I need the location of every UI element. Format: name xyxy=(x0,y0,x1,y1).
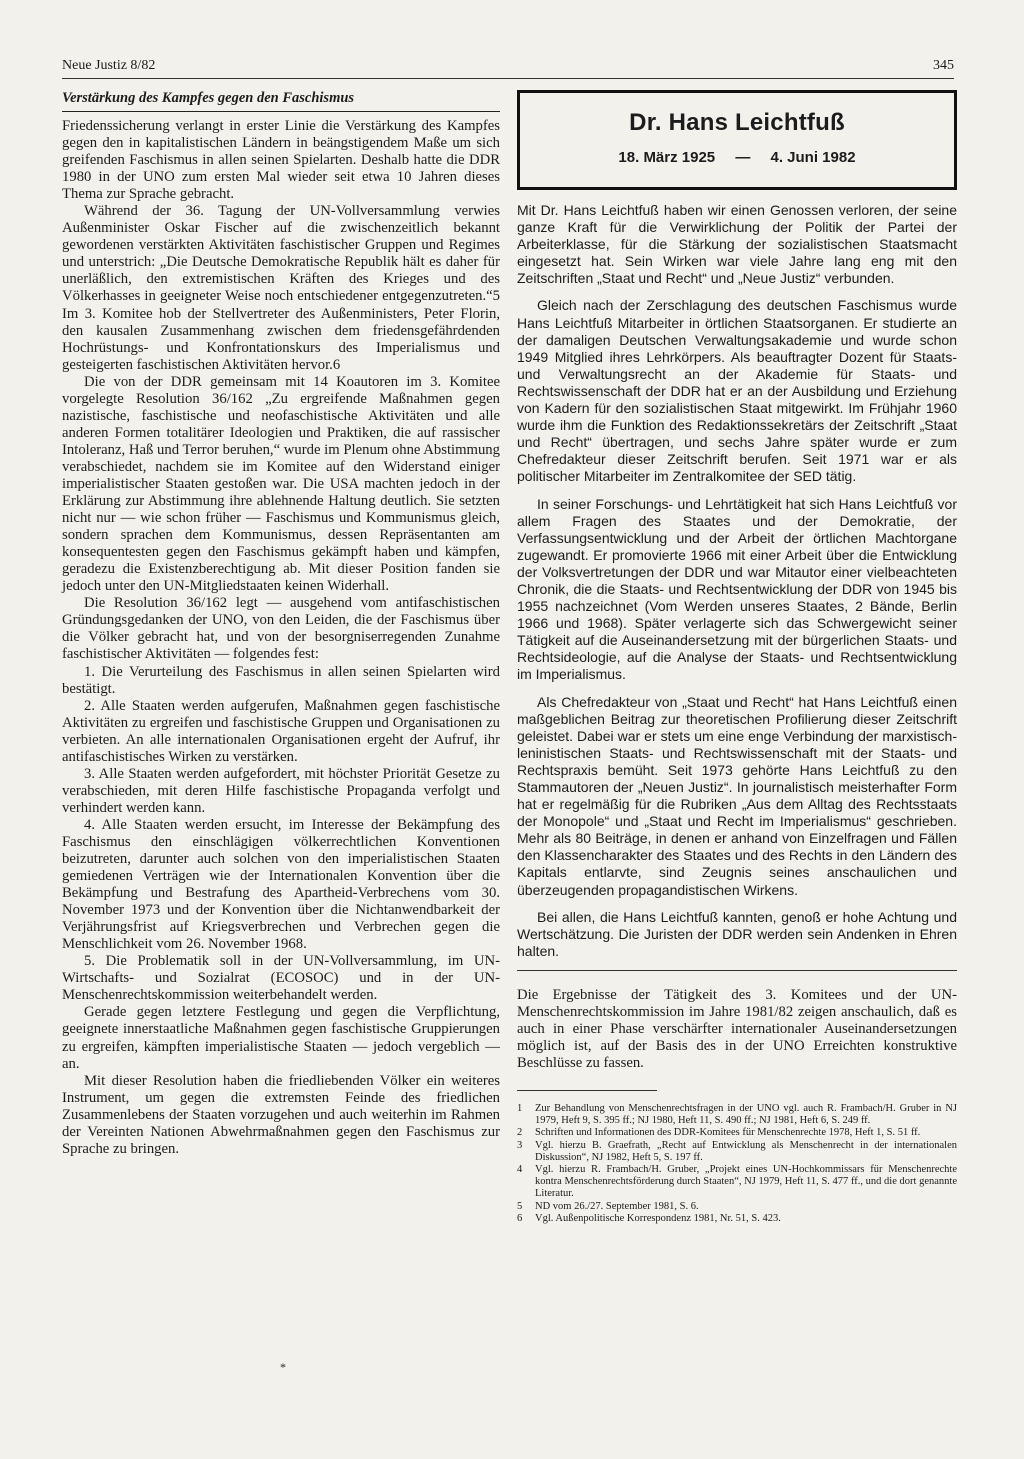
end-mark: * xyxy=(280,1360,286,1374)
birth-date: 18. März 1925 xyxy=(618,149,716,166)
body-paragraph: Mit dieser Resolution haben die friedliebenden Völker ein weiteres Instrument, um gegen die extremsten Feinde des friedlichen Zusammenlebens der Staaten vorzugehen und auch weiterhin im Rahmen der Vereinten Nationen Abwehrmaßnahmen gegen den Faschismus zur Sprache zu bringen. xyxy=(62,1072,500,1157)
obituary-text xyxy=(517,202,957,960)
footnote-number: 5 xyxy=(517,1200,523,1212)
body-paragraph: Die Resolution 36/162 legt — ausgehend vom antifaschistischen Gründungsgedanken der UNO, von den Leiden, die der Faschismus über die Völker gebracht hat, und von der besorgniserregenden Zunahme faschistischer Aktivitäten — folgendes fest: xyxy=(62,595,500,663)
footnote-text: Vgl. Außenpolitische Korrespondenz 1981, Nr. 51, S. 423. xyxy=(535,1213,781,1225)
footnote xyxy=(517,1164,957,1199)
footnote-number: 4 xyxy=(517,1164,523,1176)
obituary-paragraph: Bei allen, die Hans Leichtfuß kannten, genoß er hohe Achtung und Wertschätzung. Die Juristen der DDR werden sein Andenken in Ehren halten. xyxy=(517,908,957,959)
death-date: 4. Juni 1982 xyxy=(770,149,856,166)
footnote-number: 3 xyxy=(517,1140,523,1152)
obituary-paragraph: Mit Dr. Hans Leichtfuß haben wir einen Genossen verloren, der seine ganze Kraft für die Verwirklichung der Politik der Partei der Arbeiterklasse, für die Stärkung der sozialistischen Staatsmacht eingesetzt hat. Sein Wirken war viele Jahre lang eng mit den Zeitschriften „Staat und Recht“ und „Neue Justiz“ verbunden. xyxy=(517,202,957,287)
right-column xyxy=(517,90,957,1226)
body-paragraph: Friedenssicherung verlangt in erster Linie die Verstärkung des Kampfes gegen den in kapitalistischen Ländern in beängstigendem Maße um sich greifenden Faschismus in allen seinen Spielarten. Deshalb hatte die DDR 1980 in der UNO zum ersten Mal wieder seit etwa 10 Jahren dieses Thema zur Sprache gebracht. xyxy=(62,118,500,203)
footnote xyxy=(517,1103,957,1126)
footnote-rule xyxy=(517,1090,657,1091)
footnote xyxy=(517,1140,957,1163)
obituary-paragraph: Als Chefredakteur von „Staat und Recht“ hat Hans Leichtfuß einen maßgeblichen Beitrag zur theoretischen Profilierung dieser Zeitschrift geleistet. Dabei war er stets um eine enge Verbindung der marxistisch-leninistischen Staats- und Rechtswissenschaft mit der Staats- und Rechtspraxis bemüht. Seit 1973 gehörte Hans Leichtfuß zu den Stammautoren der „Neuen Justiz“. In journalistisch meisterhafter Form hat er regelmäßig für die Rubriken „Aus dem Alltag des Rechtsstaats der Monopole“ und „Staat und Recht im Imperialismus“ geschrieben. Mehr als 80 Beiträge, in denen er anhand von Einzelfragen und Fällen den Klassencharakter des Staates und des Rechts in den Ländern des Kapitals entlarvte, sind Zeugnis seines anschaulichen und überzeugenden propagandistischen Wirkens. xyxy=(517,693,957,898)
obituary-end-rule xyxy=(517,970,957,971)
obituary-dates xyxy=(520,149,954,166)
footnote-text: Vgl. hierzu R. Frambach/H. Gruber, „Projekt eines UN-Hochkommissars für Menschenrechte kontra Menschenrechtsförderung durch Staaten“, NJ 1979, Heft 11, S. 477 ff., und die dort genannte Literatur. xyxy=(535,1164,957,1199)
obituary-box xyxy=(517,90,957,190)
footnotes xyxy=(517,1103,957,1225)
resolution-item: 5. Die Problematik soll in der UN-Vollversammlung, im UN-Wirtschafts- und Sozialrat (ECOSOC) und in der UN-Menschenrechtskommission weiterbehandelt werden. xyxy=(62,953,500,1004)
footnote xyxy=(517,1127,957,1139)
body-paragraph: Gerade gegen letztere Festlegung und gegen die Verpflichtung, geeignete innerstaatliche Maßnahmen gegen faschistische Gruppierungen zu ergreifen, kämpften imperialistische Staaten — jedoch vergeblich — an. xyxy=(62,1004,500,1072)
resolution-item: 2. Alle Staaten werden aufgerufen, Maßnahmen gegen faschistische Aktivitäten zu ergreifen und faschistische Gruppen und Organisationen zu verbieten. An alle internationalen Organisationen ergeht der Aufruf, ihr antifaschistisches Wirken zu verstärken. xyxy=(62,697,500,765)
footnote-text: Vgl. hierzu B. Graefrath, „Recht auf Entwicklung als Menschenrecht in der internationalen Diskussion“, NJ 1982, Heft 5, S. 197 ff. xyxy=(535,1140,957,1163)
body-paragraph: Die von der DDR gemeinsam mit 14 Koautoren im 3. Komitee vorgelegte Resolution 36/162 „Zu ergreifende Maßnahmen gegen nazistische, faschistische und neofaschistische Aktivitäten und alle anderen Formen totalitärer Ideologien und Praktiken, die auf rassischer Intoleranz, Haß und Terror beruhen,“ wurde im Plenum ohne Abstimmung verabschiedet, nachdem sie im Komitee auf den Widerstand einiger imperialistischer Staaten gestoßen war. Die USA machten jedoch in der Erklärung zur Abstimmung ihre ablehnende Haltung deutlich. Sie setzten nicht nur — wie schon früher — Faschismus und Kommunismus gleich, sondern sprachen dem Kommunismus, dessen Repräsentanten am konsequentesten gegen den Faschismus gekämpft haben und kämpfen, geradezu die Existenzberechtigung ab. Mit dieser Position fanden sie jedoch unter den UN-Mitgliedstaaten keinen Widerhall. xyxy=(62,373,500,595)
journal-title: Neue Justiz 8/82 xyxy=(62,58,156,73)
body-paragraph: Während der 36. Tagung der UN-Vollversammlung verwies Außenminister Oskar Fischer auf die zwischenzeitlich bekannt gewordenen verstärkten Aktivitäten faschistischer Gruppen und Regimes und unterstrich: „Die Deutsche Demokratische Republik hält es daher für unerläßlich, den extremistischen Kräften des Krieges und des Völkerhasses in geeigneter Weise noch entschiedener entgegenzutreten.“5 Im 3. Komitee hob der Stellvertreter des Außenministers, Peter Florin, den kausalen Zusammenhang zwischen dem friedensgefährdenden Hochrüstungs- und Konfrontationskurs des Imperialismus und gesteigerten faschistischen Aktivitäten hervor.6 xyxy=(62,203,500,373)
continuation-paragraph: Die Ergebnisse der Tätigkeit des 3. Komitees und der UN-Menschenrechtskommission im Jahre 1981/82 zeigen anschaulich, daß es auch in einer Phase verschärfter internationaler Auseinandersetzungen möglich ist, auf der Basis des in der UNO Erreichten konstruktive Beschlüsse zu fassen. xyxy=(517,986,957,1071)
footnote xyxy=(517,1213,957,1225)
footnote-number: 1 xyxy=(517,1102,523,1114)
continuation-text xyxy=(517,987,957,1072)
header-rule xyxy=(62,78,954,79)
section-title: Verstärkung des Kampfes gegen den Faschismus xyxy=(62,90,355,106)
obituary-paragraph: In seiner Forschungs- und Lehrtätigkeit hat sich Hans Leichtfuß vor allem Fragen des Staates und der Demokratie, der Verfassungsentwicklung und der Arbeit der örtlichen Machtorgane zugewandt. Er promovierte 1966 mit einer Arbeit über die Entwicklung der Volksvertretungen der DDR und war Mitautor einer vielbeachteten Chronik, die die Staats- und Rechtsentwicklung der DDR von 1945 bis 1955 nachzeichnet (Vom Werden unseres Staates, 2 Bände, Berlin 1966 und 1968). Später verlagerte sich das Schwergewicht seiner Tätigkeit auf die Auseinandersetzung mit der bürgerlichen Staats- und Rechtsideologie, auf die Analyse der Staats- und Rechtsentwicklung im Imperialismus. xyxy=(517,495,957,683)
resolution-item: 3. Alle Staaten werden aufgefordert, mit höchster Priorität Gesetze zu verabschieden, mit deren Hilfe faschistische Propaganda verfolgt und verhindert werden kann. xyxy=(62,765,500,816)
resolution-item: 4. Alle Staaten werden ersucht, im Interesse der Bekämpfung des Faschismus den einschlägigen völkerrechtlichen Konventionen beizutreten, darunter auch solchen von den imperialistischen Staaten gemiedenen Verträgen wie der Internationalen Konvention über die Bekämpfung und Bestrafung des Apartheid-Verbrechens vom 30. November 1973 und der Konvention über die Nichtanwendbarkeit der Verjährungsfrist auf Kriegsverbrechen und Verbrechen gegen die Menschlichkeit vom 26. November 1968. xyxy=(62,816,500,953)
resolution-item: 1. Die Verurteilung des Faschismus in allen seinen Spielarten wird bestätigt. xyxy=(62,663,500,697)
footnote-text: Zur Behandlung von Menschenrechtsfragen in der UNO vgl. auch R. Frambach/H. Gruber in NJ 1979, Heft 9, S. 395 ff.; NJ 1980, Heft 11, S. 490 ff.; NJ 1981, Heft 6, S. 249 ff. xyxy=(535,1102,957,1126)
obituary-paragraph: Gleich nach der Zerschlagung des deutschen Faschismus wurde Hans Leichtfuß Mitarbeiter in örtlichen Staatsorganen. Er studierte an der damaligen Deutschen Verwaltungsakademie und wurde schon 1949 Mitglied ihres Lehrkörpers. Als beauftragter Dozent für Staats- und Verwaltungsrecht an der Akademie für Staats- und Rechtswissenschaft der DDR hat er an der Ausbildung und Erziehung von Kadern für den sozialistischen Staat mitgewirkt. Im Frühjahr 1960 wurde ihm die Funktion des Redaktionssekretärs der Zeitschrift „Staat und Recht“ übertragen, und sechs Jahre später wurde er zum Chefredakteur dieser Zeitschrift berufen. Seit 1971 war er als politischer Mitarbeiter im Zentralkomitee der SED tätig. xyxy=(517,297,957,485)
obituary-name: Dr. Hans Leichtfuß xyxy=(629,109,845,136)
footnote-text: ND vom 26./27. September 1981, S. 6. xyxy=(535,1200,699,1212)
date-dash: — xyxy=(735,149,751,166)
page-header xyxy=(62,58,954,78)
footnote-number: 6 xyxy=(517,1213,523,1225)
left-column xyxy=(62,90,500,1158)
section-rule xyxy=(62,111,500,112)
page-number: 345 xyxy=(933,58,954,73)
footnote-number: 2 xyxy=(517,1127,523,1139)
footnote-text: Schriften und Informationen des DDR-Komitees für Menschenrechte 1978, Heft 1, S. 51 ff. xyxy=(535,1127,921,1139)
footnote xyxy=(517,1201,957,1213)
